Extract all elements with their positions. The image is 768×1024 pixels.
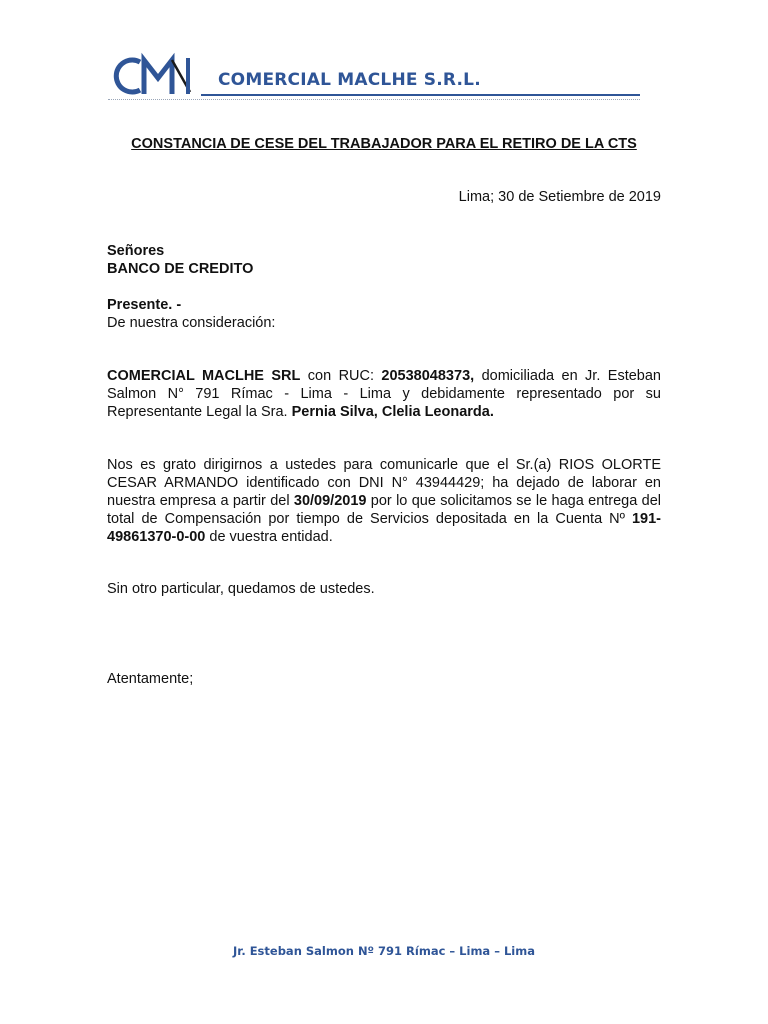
recipient-block [107, 242, 661, 278]
paragraph2-text1: Nos es grato dirigirnos a ustedes para comunicarle que el Sr.(a) RIOS OLORTE CESAR ARMANDO identificado con DNI N° 43944429; ha dejado de laborar en nuestra empresa a partir del [107, 457, 661, 509]
salutation: Señores [107, 243, 165, 259]
bank-name: BANCO DE CREDITO [107, 261, 254, 277]
header-dotted-rule [108, 99, 640, 100]
farewell: Atentamente; [107, 671, 194, 687]
ruc-label: con RUC: [300, 368, 382, 384]
legal-representative: Pernia Silva, Clelia Leonarda. [291, 404, 494, 420]
footer-address: Jr. Esteban Salmon Nº 791 Rímac – Lima – Lima [233, 944, 535, 958]
paragraph1-text: domiciliada en Jr. Esteban Salmon N° 791 Rímac - Lima - Lima y debidamente representado por su Representante Legal la Sra. [107, 368, 661, 420]
company-name: COMERCIAL MACLHE S.R.L. [218, 70, 481, 90]
closing-line: Sin otro particular, quedamos de ustedes. [107, 581, 375, 597]
letterhead [108, 50, 640, 100]
header-underline [201, 94, 640, 96]
presente: Presente. - [107, 297, 182, 313]
paragraph2-text2: por lo que solicitamos se le haga entrega del total de Compensación por tiempo de Servicios depositada en la Cuenta Nº [107, 493, 661, 527]
company-ref: COMERCIAL MACLHE SRL [107, 368, 301, 384]
document-title: CONSTANCIA DE CESE DEL TRABAJADOR PARA EL RETIRO DE LA CTS [131, 136, 637, 152]
paragraph-company [107, 367, 661, 421]
date-line: Lima; 30 de Setiembre de 2019 [458, 189, 661, 205]
greeting-block [107, 296, 661, 332]
account-number: 191-49861370-0-00 [107, 511, 661, 545]
consideration: De nuestra consideración: [107, 315, 276, 331]
paragraph2-text3: de vuestra entidad. [205, 529, 333, 545]
ruc-number: 20538048373, [381, 368, 475, 384]
paragraph-request [107, 456, 661, 546]
cese-date: 30/09/2019 [293, 493, 367, 509]
company-logo [108, 52, 198, 98]
